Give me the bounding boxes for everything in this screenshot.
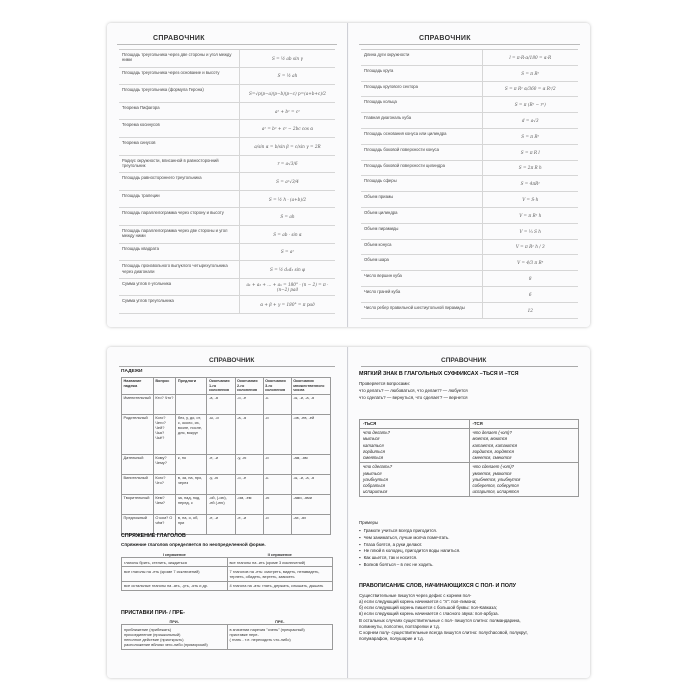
table-cell: -ом, -ем bbox=[235, 495, 263, 515]
formula: l = π·R·α/180 = α·R bbox=[509, 54, 552, 60]
table-row bbox=[360, 463, 579, 497]
table-cell: II спряжение bbox=[267, 552, 292, 557]
cases-title: ПАДЕЖИ bbox=[121, 369, 143, 374]
table-cell bbox=[176, 395, 207, 415]
table-cell: -о, -е bbox=[235, 475, 263, 495]
table-cell: Творительный bbox=[122, 495, 154, 515]
formula-description: Число граней куба bbox=[361, 287, 483, 302]
formula: a₁ + a₂ + … + aₙ = 180° · (n − 2) = π · (n−2) рад bbox=[246, 281, 329, 293]
table-cell: -ы, -и, -а, -я bbox=[291, 395, 330, 415]
table-cell: -о, -е bbox=[235, 395, 263, 415]
formula: V = S·h bbox=[522, 197, 539, 203]
table-cell: все остальные глаголы на -ать, -уть, -ять и др. bbox=[122, 581, 228, 590]
table-header-row bbox=[360, 420, 579, 429]
table-row bbox=[361, 303, 578, 319]
table-row bbox=[122, 495, 331, 515]
table-cell: Винительный bbox=[122, 475, 154, 495]
table-row bbox=[119, 138, 335, 156]
table-row bbox=[361, 192, 578, 208]
table-cell: -ы, -и, -а, -я bbox=[291, 475, 330, 495]
table-row bbox=[361, 287, 578, 303]
formula-description: Объем призмы bbox=[361, 192, 483, 207]
table-row bbox=[361, 129, 578, 145]
formula-description: Объем цилиндра bbox=[361, 208, 483, 223]
formula: S = ½ ab sin γ bbox=[271, 55, 303, 61]
table-row bbox=[119, 191, 335, 209]
formula: d = a√3 bbox=[521, 118, 539, 124]
table-cell: в значении наречия "очень" (прекрасный) приставке пере- ( гнать - т.е. переходить что-либо) bbox=[227, 625, 333, 650]
table-row bbox=[361, 113, 578, 129]
table-cell: -и bbox=[263, 415, 291, 455]
formula-description: Площадь боковой поверхности конуса bbox=[361, 145, 483, 160]
table-cell: О ком? О чём? bbox=[153, 515, 176, 535]
table-cell: что делает (-ют)? моется, моются катается, катаются гордится, гордятся смеется, смеются bbox=[469, 429, 579, 463]
column-header: Окончания 1-го склонения bbox=[207, 378, 235, 395]
table-cell: -ы, -и bbox=[207, 415, 235, 455]
conjugation-subtitle: Спряжение глаголов определяется по неопределенной форме. bbox=[121, 542, 266, 547]
table-cell: -ов, -ев, -ей bbox=[291, 415, 330, 455]
pol-title: ПРАВОПИСАНИЕ СЛОВ, НАЧИНАЮЩИХСЯ С ПОЛ- И ПОЛУ bbox=[359, 583, 516, 589]
column-header: Вопрос bbox=[153, 378, 176, 395]
table-cell: -у, -ю bbox=[235, 455, 263, 475]
formula-description: Площадь произвольного выпуклого четырехугольника через диагонали bbox=[119, 261, 240, 278]
table-row bbox=[122, 515, 331, 535]
formula: S = 2π R h bbox=[518, 165, 542, 171]
formula: S = π R² bbox=[521, 70, 540, 76]
formula-description: Площадь боковой поверхности цилиндра bbox=[361, 161, 483, 176]
formula-description: Площадь треугольника через две стороны и угол между ними bbox=[119, 50, 240, 67]
table-cell: -у, -ю bbox=[207, 475, 235, 495]
formula: V = π R² h / 3 bbox=[515, 244, 545, 250]
formula-description: Теорема косинусов bbox=[119, 120, 240, 137]
example-item: ▪ Глаза боятся, а руки делают. bbox=[359, 542, 460, 549]
formula-description: Площадь сферы bbox=[361, 176, 483, 191]
formula-description: Площадь треугольника через основание и высоту bbox=[119, 68, 240, 85]
table-row bbox=[119, 173, 335, 191]
formula: S = ah bbox=[280, 214, 295, 220]
page-header: СПРАВОЧНИК bbox=[359, 35, 580, 45]
table-row bbox=[361, 255, 578, 271]
table-row bbox=[361, 271, 578, 287]
table-row bbox=[119, 50, 335, 68]
table-row bbox=[361, 208, 578, 224]
example-item: ▪ Грамоте учиться всегда пригодится. bbox=[359, 528, 460, 535]
table-row bbox=[119, 296, 335, 314]
formula-description: Главная диагональ куба bbox=[361, 113, 483, 128]
formula: a/sin α = b/sin β = c/sin γ = 2R bbox=[254, 143, 321, 149]
page-header: СПРАВОЧНИК bbox=[361, 357, 578, 367]
page-header: СПРАВОЧНИК bbox=[119, 357, 335, 367]
table-row bbox=[361, 97, 578, 113]
table-cell: 7 глаголов на -еть: смотреть, видеть, ненавидеть, терпеть, обидеть, вертеть, зависеть bbox=[227, 567, 333, 582]
formula: S = a²√3/4 bbox=[276, 178, 299, 184]
table-row bbox=[119, 226, 335, 244]
formula-description: Объем конуса bbox=[361, 240, 483, 255]
table-cell: все глаголы на -еть (кроме 7 исключений) bbox=[122, 567, 228, 582]
formula-description: Площадь треугольника (формула Герона) bbox=[119, 85, 240, 102]
table-cell: Дательный bbox=[122, 455, 154, 475]
russian-left-page bbox=[107, 347, 348, 678]
formula-description: Площадь основания конуса или цилиндра bbox=[361, 129, 483, 144]
formula: S = ½ h · (a+b)/2 bbox=[268, 196, 307, 202]
table-cell: -ами, -ями bbox=[291, 495, 330, 515]
table-cell: I спряжение bbox=[162, 552, 186, 557]
conjugation-table bbox=[121, 552, 333, 591]
table-row bbox=[119, 261, 335, 279]
page-header: СПРАВОЧНИК bbox=[117, 35, 337, 45]
formula-table bbox=[119, 49, 335, 314]
formula-description: Площадь квадрата bbox=[119, 244, 240, 261]
example-item: ▪ Чем заниматься, лучше молча помечтать. bbox=[359, 535, 460, 542]
cases-table bbox=[121, 377, 331, 535]
geometry-right-page bbox=[349, 23, 590, 327]
formula: S = 4πR² bbox=[520, 181, 540, 187]
table-cell: -а, -я bbox=[235, 415, 263, 455]
table-cell: -а, -я bbox=[207, 395, 235, 415]
table-cell: в, на, о, об, при bbox=[176, 515, 207, 535]
conjugation-title: СПРЯЖЕНИЕ ГЛАГОЛОВ bbox=[121, 533, 186, 539]
formula: S=√p(p−a)(p−b)(p−c) p=(a+b+c)/2 bbox=[248, 90, 326, 96]
formula-description: Объем шара bbox=[361, 255, 483, 270]
formula-table bbox=[361, 49, 578, 319]
formula-description: Число ребер правильной шестиугольной пирамиды bbox=[361, 303, 483, 318]
formula-description: Площадь кольца bbox=[361, 97, 483, 112]
table-cell: Именительный bbox=[122, 395, 154, 415]
table-cell: -ь bbox=[263, 395, 291, 415]
formula: r = a√3/6 bbox=[277, 161, 298, 167]
formula-description: Сумма углов n-угольника bbox=[119, 279, 240, 296]
table-row bbox=[122, 625, 333, 650]
table-row bbox=[361, 145, 578, 161]
table-cell: -ой, (-ою), -ей (-ею) bbox=[207, 495, 235, 515]
table-cell: к, по bbox=[176, 455, 207, 475]
russian-spread bbox=[107, 347, 590, 678]
formula: V = ⅓ S h bbox=[519, 228, 541, 234]
formula: 8 bbox=[528, 276, 532, 282]
table-row bbox=[119, 85, 335, 103]
formula-description: Длина дуги окружности bbox=[361, 50, 483, 65]
table-cell: Кем? Чем? bbox=[153, 495, 176, 515]
formula-description: Сумма углов треугольника bbox=[119, 296, 240, 313]
table-row bbox=[119, 103, 335, 121]
formula-description: Число вершин куба bbox=[361, 271, 483, 286]
table-row bbox=[122, 558, 333, 567]
formula-description: Площадь равностороннего треугольника bbox=[119, 173, 240, 190]
geometry-spread bbox=[107, 23, 590, 327]
table-cell: -ах, -ях bbox=[291, 515, 330, 535]
formula: a² = b² + c² − 2bc cos α bbox=[261, 126, 314, 132]
formula: V = 4/3 π R³ bbox=[517, 260, 544, 266]
formula: V = π R² h bbox=[519, 212, 542, 218]
formula: S = ab · sin α bbox=[273, 231, 302, 237]
geometry-left-page bbox=[107, 23, 348, 327]
table-header-row bbox=[122, 378, 331, 395]
table-cell: ПРИ- bbox=[169, 619, 179, 624]
table-row bbox=[361, 66, 578, 82]
prefix-table bbox=[121, 619, 333, 650]
table-row bbox=[122, 395, 331, 415]
column-header: -ТСЯ bbox=[469, 420, 579, 429]
table-row bbox=[360, 429, 579, 463]
column-header: Окончания 3-го склонения bbox=[263, 378, 291, 395]
tsya-table bbox=[359, 419, 579, 497]
table-cell: Кому? Чему? bbox=[153, 455, 176, 475]
table-cell: что сделает (-ют)? умоется, умоются улыбнется, улыбнутся соберется, соберутся испарится, испарятся bbox=[469, 463, 579, 497]
table-cell: -ю bbox=[263, 495, 291, 515]
table-row bbox=[361, 161, 578, 177]
table-row bbox=[119, 156, 335, 174]
table-row bbox=[361, 50, 578, 66]
table-row bbox=[361, 224, 578, 240]
table-cell: -и bbox=[263, 455, 291, 475]
formula: S = a² bbox=[280, 249, 295, 255]
table-cell: Родительный bbox=[122, 415, 154, 455]
table-cell: Кого? Чего? Чей? Чья? Чьё? bbox=[153, 415, 176, 455]
table-cell: -е, -и bbox=[207, 455, 235, 475]
formula: 12 bbox=[527, 307, 533, 313]
formula: S = ½ d₁d₂ sin φ bbox=[270, 266, 305, 272]
example-item: ▪ Волков бояться – в лес не ходить. bbox=[359, 562, 460, 569]
formula-description: Площадь трапеции bbox=[119, 191, 240, 208]
table-row bbox=[122, 581, 333, 590]
table-cell: Кто? Что? bbox=[153, 395, 176, 415]
table-row bbox=[119, 208, 335, 226]
formula-description: Теорема Пифагора bbox=[119, 103, 240, 120]
formula-description: Площадь параллелограмма через две стороны и угол между ними bbox=[119, 226, 240, 243]
table-cell: без, у, до, от, с, около, из, возле, после, для, вокруг bbox=[176, 415, 207, 455]
table-cell: приближение (прибежать) присоединение (пришкольный) неполное действие (приоткрыть) расположение вблизи чего-либо (приморский) bbox=[122, 625, 228, 650]
table-cell: -ь bbox=[263, 475, 291, 495]
formula: S = π R² bbox=[521, 133, 540, 139]
formula: 6 bbox=[528, 291, 532, 297]
table-cell: ПРЕ- bbox=[275, 619, 285, 624]
prefix-title: ПРИСТАВКИ ПРИ- / ПРЕ- bbox=[121, 610, 185, 616]
table-cell: -е, -и bbox=[207, 515, 235, 535]
soft-sign-title: МЯГКИЙ ЗНАК В ГЛАГОЛЬНЫХ СУФФИКСАХ –ТЬСЯ И –ТСЯ bbox=[359, 371, 519, 377]
examples-list bbox=[359, 528, 460, 569]
formula-description: Площадь круга bbox=[361, 66, 483, 81]
table-row bbox=[361, 240, 578, 256]
formula: a² + b² = c² bbox=[275, 108, 300, 114]
formula: S = π (R² − r²) bbox=[514, 102, 546, 108]
column-header: Окончания множественного числа bbox=[291, 378, 330, 395]
table-cell: Кого? Что? bbox=[153, 475, 176, 495]
column-header: Окончания 2-го склонения bbox=[235, 378, 263, 395]
question-1: что делать? — любоваться, что делает? — любуется bbox=[359, 388, 468, 393]
column-header: -ТЬСЯ bbox=[360, 420, 470, 429]
table-row bbox=[361, 176, 578, 192]
formula-description: Площадь кругового сектора bbox=[361, 82, 483, 97]
examples-title: Примеры bbox=[359, 520, 379, 525]
table-row bbox=[122, 415, 331, 455]
table-cell: за, над, под, перед, с bbox=[176, 495, 207, 515]
table-row bbox=[119, 279, 335, 297]
formula-description: Радиус окружности, вписанной в равносторонний треугольник bbox=[119, 156, 240, 173]
table-cell: Предложный bbox=[122, 515, 154, 535]
table-row bbox=[122, 475, 331, 495]
table-cell: все глаголы на -ить (кроме 3 исключений) bbox=[227, 558, 333, 567]
table-row bbox=[122, 455, 331, 475]
formula: S = ½ ah bbox=[277, 73, 298, 79]
table-row bbox=[119, 68, 335, 86]
table-row bbox=[122, 567, 333, 582]
table-row bbox=[119, 120, 335, 138]
russian-right-page bbox=[349, 347, 590, 678]
table-cell: -е, -и bbox=[235, 515, 263, 535]
formula: α + β + γ = 180° = π рад bbox=[260, 302, 315, 308]
column-header: Предлоги bbox=[176, 378, 207, 395]
table-cell: 4 глагола на -ать: гнать, держать, слышать, дышать bbox=[227, 581, 333, 590]
table-cell: глаголы брить, стелить, зиждиться bbox=[122, 558, 228, 567]
table-row bbox=[119, 244, 335, 262]
table-row bbox=[361, 82, 578, 98]
table-cell: что делать? мыться кататься гордиться смеяться bbox=[360, 429, 470, 463]
pol-text: Существительные пишутся через дефис с корнем пол- а) если следующий корень начинается с "л": пол-лимона; б) если следующий корень пишется с большой буквы: пол-Кавказа; в) если следующий корень начинается с гласного звука: пол-арбуза. В остальных случаях существительные с пол- пишутся слитно: полмандарина, полминуты, полсотни, полтарелки и т.д. С корнем полу- существительные всегда пишутся слитно: полуchасовой, полукруг, полумарафон, полушарие и т.д. bbox=[359, 593, 528, 642]
column-header: Название падежа bbox=[122, 378, 154, 395]
example-item: ▪ Как шьется, так и носится. bbox=[359, 555, 460, 562]
formula-description: Теорема синусов bbox=[119, 138, 240, 155]
formula-description: Объем пирамиды bbox=[361, 224, 483, 239]
table-cell: -и bbox=[263, 515, 291, 535]
example-item: ▪ Не плюй в колодец, пригодится воды напиться. bbox=[359, 548, 460, 555]
formula-description: Площадь параллелограмма через сторону и высоту bbox=[119, 208, 240, 225]
table-cell: в, за, на, про, через bbox=[176, 475, 207, 495]
table-cell: -ам, -ям bbox=[291, 455, 330, 475]
check-text: Проверяется вопросами: bbox=[359, 381, 410, 386]
question-2: что сделать? — вернуться, что сделает? — вернется bbox=[359, 395, 468, 400]
table-cell: что сделать? умыться улыбнуться собраться испариться bbox=[360, 463, 470, 497]
formula: S = π R² α/360 = α R²/2 bbox=[504, 86, 556, 92]
formula: S = π R l bbox=[520, 149, 540, 155]
